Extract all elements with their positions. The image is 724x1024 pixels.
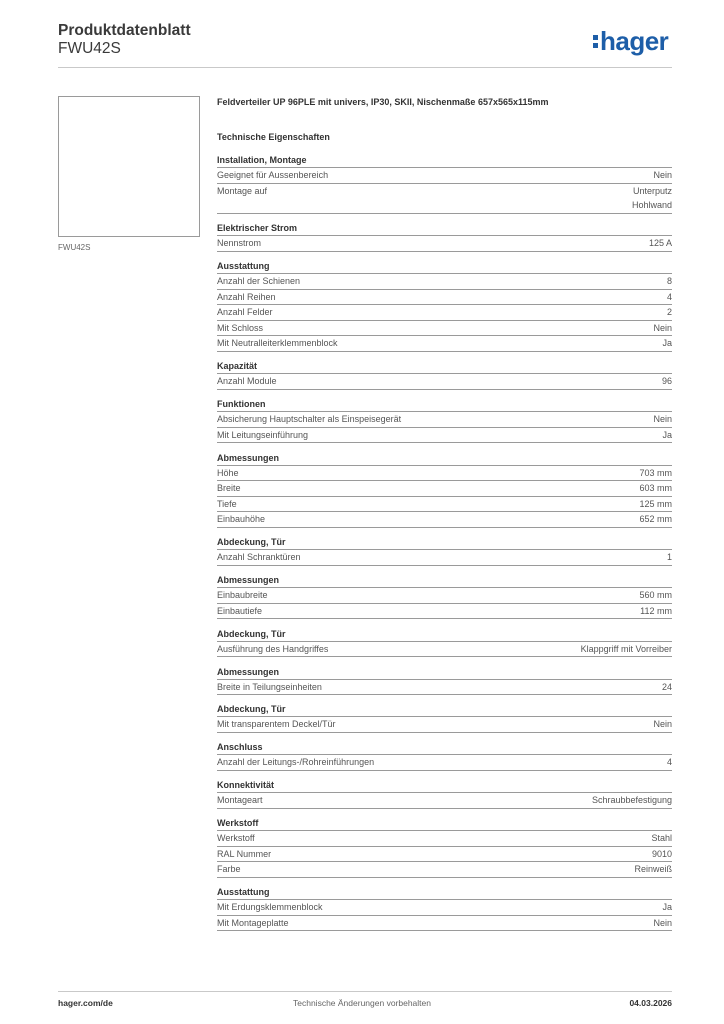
property-label: Mit Neutralleiterklemmenblock <box>217 338 338 349</box>
property-value-line: Reinweiß <box>634 864 672 875</box>
property-value-line: 560 mm <box>639 590 672 601</box>
property-label: Einbauhöhe <box>217 514 266 525</box>
property-value <box>662 374 672 389</box>
section-title: Abmessungen <box>217 452 672 466</box>
property-value <box>662 336 672 351</box>
property-value <box>639 512 672 527</box>
property-section <box>217 666 672 696</box>
section-title: Funktionen <box>217 398 672 412</box>
property-value <box>639 588 672 603</box>
property-value-line: 125 mm <box>639 498 672 509</box>
section-title: Anschluss <box>217 741 672 755</box>
property-label: Mit transparentem Deckel/Tür <box>217 719 336 730</box>
property-label: Ausführung des Handgriffes <box>217 643 329 654</box>
property-value <box>639 466 672 481</box>
property-section <box>217 536 672 566</box>
property-section <box>217 360 672 390</box>
property-section <box>217 260 672 352</box>
property-row <box>217 680 672 696</box>
header-divider <box>58 67 672 68</box>
property-label: Montageart <box>217 795 263 806</box>
property-value <box>662 428 672 443</box>
property-value <box>652 847 672 862</box>
section-title: Abdeckung, Tür <box>217 628 672 642</box>
property-value-line: 125 A <box>648 238 672 249</box>
property-section <box>217 703 672 733</box>
property-section <box>217 574 672 619</box>
property-row <box>217 274 672 290</box>
property-section <box>217 222 672 252</box>
property-label: Farbe <box>217 864 241 875</box>
property-value-line: Nein <box>653 322 672 333</box>
property-label: Anzahl Felder <box>217 307 273 318</box>
property-label: Geeignet für Aussenbereich <box>217 170 329 180</box>
property-label: RAL Nummer <box>217 848 272 859</box>
section-title: Abdeckung, Tür <box>217 536 672 550</box>
property-label: Anzahl Reihen <box>217 291 276 302</box>
property-row <box>217 184 672 214</box>
product-description: Feldverteiler UP 96PLE mit univers, IP30, SKII, Nischenmaße 657x565x115mm <box>217 97 549 107</box>
property-value <box>667 290 672 305</box>
property-label: Werkstoff <box>217 833 255 844</box>
property-value <box>653 168 672 183</box>
property-section <box>217 886 672 931</box>
logo-dots-icon <box>593 27 600 49</box>
property-row <box>217 321 672 337</box>
section-title: Ausstattung <box>217 260 672 274</box>
property-row <box>217 900 672 916</box>
product-details <box>217 95 672 940</box>
section-title: Abdeckung, Tür <box>217 703 672 717</box>
property-value <box>667 305 672 320</box>
footer-divider <box>58 991 672 992</box>
properties-title: Technische Eigenschaften <box>217 132 330 142</box>
property-value-line: Klappgriff mit Vorreiber <box>580 643 672 654</box>
property-value <box>653 321 672 336</box>
property-value <box>667 274 672 289</box>
section-title: Werkstoff <box>217 817 672 831</box>
property-section <box>217 628 672 658</box>
property-label: Einbautiefe <box>217 605 263 616</box>
property-value <box>653 916 672 931</box>
property-value-line: Unterputz <box>632 185 672 196</box>
property-value <box>662 680 672 695</box>
property-value-line: Hohlwand <box>631 200 672 211</box>
header <box>58 22 191 58</box>
property-row <box>217 755 672 771</box>
property-label: Mit Leitungseinführung <box>217 429 309 440</box>
property-value-line: 4 <box>666 757 672 768</box>
property-row <box>217 642 672 658</box>
property-label: Breite <box>217 483 241 494</box>
section-title: Abmessungen <box>217 666 672 680</box>
property-value-line: 24 <box>661 681 672 692</box>
property-section <box>217 741 672 771</box>
property-value-line: Ja <box>662 902 672 913</box>
property-value <box>649 236 672 251</box>
property-row <box>217 793 672 809</box>
property-value <box>662 900 672 915</box>
property-label: Montage auf <box>217 185 268 196</box>
property-row <box>217 481 672 497</box>
property-value <box>632 184 672 213</box>
property-section <box>217 398 672 443</box>
property-value-line: Stahl <box>651 833 672 844</box>
property-value <box>639 497 672 512</box>
product-image-placeholder <box>58 96 200 237</box>
property-row <box>217 336 672 352</box>
property-row <box>217 236 672 252</box>
property-label: Breite in Teilungseinheiten <box>217 681 322 692</box>
section-title: Abmessungen <box>217 574 672 588</box>
property-row <box>217 847 672 863</box>
property-label: Anzahl Schranktüren <box>217 552 301 563</box>
property-value-line: 2 <box>666 307 672 318</box>
property-value-line: Nein <box>653 917 672 928</box>
property-value-line: 1 <box>666 552 672 563</box>
property-row <box>217 862 672 878</box>
property-label: Nennstrom <box>217 238 262 249</box>
property-value <box>651 831 672 846</box>
property-row <box>217 831 672 847</box>
property-label: Mit Montageplatte <box>217 917 289 928</box>
property-label: Anzahl der Schienen <box>217 275 301 286</box>
property-row <box>217 290 672 306</box>
property-value <box>653 717 672 732</box>
logo-text: hager <box>600 26 669 56</box>
property-label: Anzahl der Leitungs-/Rohreinführungen <box>217 757 375 768</box>
property-section <box>217 452 672 528</box>
property-row <box>217 588 672 604</box>
property-value <box>581 642 672 657</box>
footer-note: Technische Änderungen vorbehalten <box>293 998 431 1008</box>
property-row <box>217 466 672 482</box>
property-value <box>592 793 672 808</box>
property-value-line: Nein <box>653 414 672 425</box>
document-title: Produktdatenblatt <box>58 22 191 39</box>
section-title: Installation, Montage <box>217 154 672 168</box>
property-row <box>217 604 672 620</box>
property-value-line: Nein <box>653 719 672 730</box>
property-label: Mit Schloss <box>217 322 264 333</box>
product-code: FWU42S <box>58 40 121 57</box>
property-section <box>217 154 672 214</box>
image-caption: FWU42S <box>58 243 91 252</box>
property-row <box>217 168 672 184</box>
property-value-line: Nein <box>653 170 672 180</box>
property-value-line: Ja <box>662 338 672 349</box>
property-value-line: 112 mm <box>640 605 672 616</box>
properties-list <box>217 154 672 931</box>
property-value <box>639 481 672 496</box>
property-row <box>217 512 672 528</box>
property-value-line: 9010 <box>651 848 672 859</box>
property-value-line: 703 mm <box>639 467 672 478</box>
property-row <box>217 717 672 733</box>
property-row <box>217 497 672 513</box>
property-value <box>667 755 672 770</box>
property-label: Mit Erdungsklemmenblock <box>217 902 323 913</box>
property-value-line: 8 <box>666 275 672 286</box>
property-row <box>217 412 672 428</box>
property-value-line: Schraubbefestigung <box>591 795 672 806</box>
property-value-line: 96 <box>661 376 672 387</box>
property-value <box>653 412 672 427</box>
property-row <box>217 550 672 566</box>
section-title: Kapazität <box>217 360 672 374</box>
section-title: Elektrischer Strom <box>217 222 672 236</box>
property-value-line: Ja <box>662 429 672 440</box>
property-value-line: 4 <box>666 291 672 302</box>
footer-website[interactable]: hager.com/de <box>58 998 113 1008</box>
property-value-line: 603 mm <box>639 483 672 494</box>
property-row <box>217 916 672 932</box>
hager-logo <box>593 27 668 55</box>
property-label: Anzahl Module <box>217 376 277 387</box>
property-row <box>217 374 672 390</box>
property-value <box>667 550 672 565</box>
section-title: Konnektivität <box>217 779 672 793</box>
property-label: Absicherung Hauptschalter als Einspeisegerät <box>217 414 402 425</box>
property-row <box>217 428 672 444</box>
property-label: Tiefe <box>217 498 237 509</box>
property-section <box>217 817 672 878</box>
property-row <box>217 305 672 321</box>
property-label: Einbaubreite <box>217 590 268 601</box>
property-section <box>217 779 672 809</box>
footer-date: 04.03.2026 <box>629 998 672 1008</box>
property-value <box>634 862 672 877</box>
section-title: Ausstattung <box>217 886 672 900</box>
property-value-line: 652 mm <box>639 514 672 525</box>
property-label: Höhe <box>217 467 239 478</box>
property-value <box>640 604 672 619</box>
